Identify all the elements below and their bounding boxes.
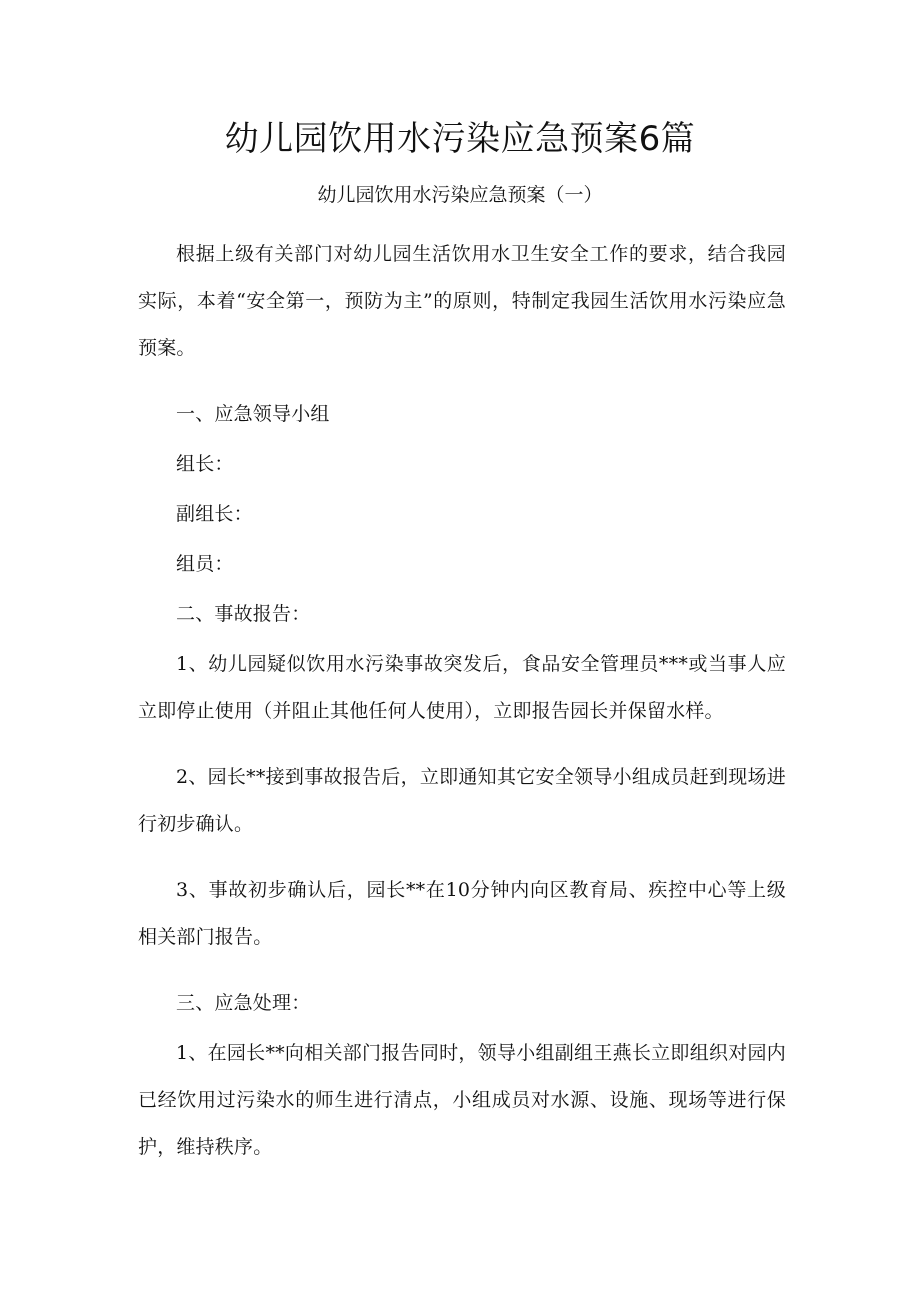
paragraph-report-1: 1、幼儿园疑似饮用水污染事故突发后，食品安全管理员***或当事人应立即停止使用（并阻止其他任何人使用），立即报告园长并保留水样。	[138, 653, 786, 722]
paragraph-intro: 根据上级有关部门对幼儿园生活饮用水卫生安全工作的要求，结合我园实际，本着“安全第一，预防为主”的原则，特制定我园生活饮用水污染应急预案。	[138, 243, 786, 359]
paragraph-report-2: 2、园长**接到事故报告后，立即通知其它安全领导小组成员赶到现场进行初步确认。	[138, 766, 786, 835]
document-subtitle: 幼儿园饮用水污染应急预案（一）	[317, 184, 603, 206]
paragraph-members: 组员：	[176, 553, 234, 575]
paragraph-report-3: 3、事故初步确认后，园长**在10分钟内向区教育局、疾控中心等上级相关部门报告。	[138, 879, 786, 948]
section-heading-leadership: 一、应急领导小组	[176, 403, 330, 425]
paragraph-leader: 组长：	[176, 453, 234, 475]
paragraph-response-1: 1、在园长**向相关部门报告同时，领导小组副组王燕长立即组织对园内已经饮用过污染水的师生进行清点，小组成员对水源、设施、现场等进行保护，维持秩序。	[138, 1042, 786, 1158]
section-heading-report: 二、事故报告：	[176, 603, 311, 625]
paragraph-deputy-leader: 副组长：	[176, 503, 253, 525]
document-title: 幼儿园饮用水污染应急预案6篇	[224, 119, 696, 159]
document-body	[138, 231, 786, 1190]
section-heading-response: 三、应急处理：	[176, 992, 311, 1014]
